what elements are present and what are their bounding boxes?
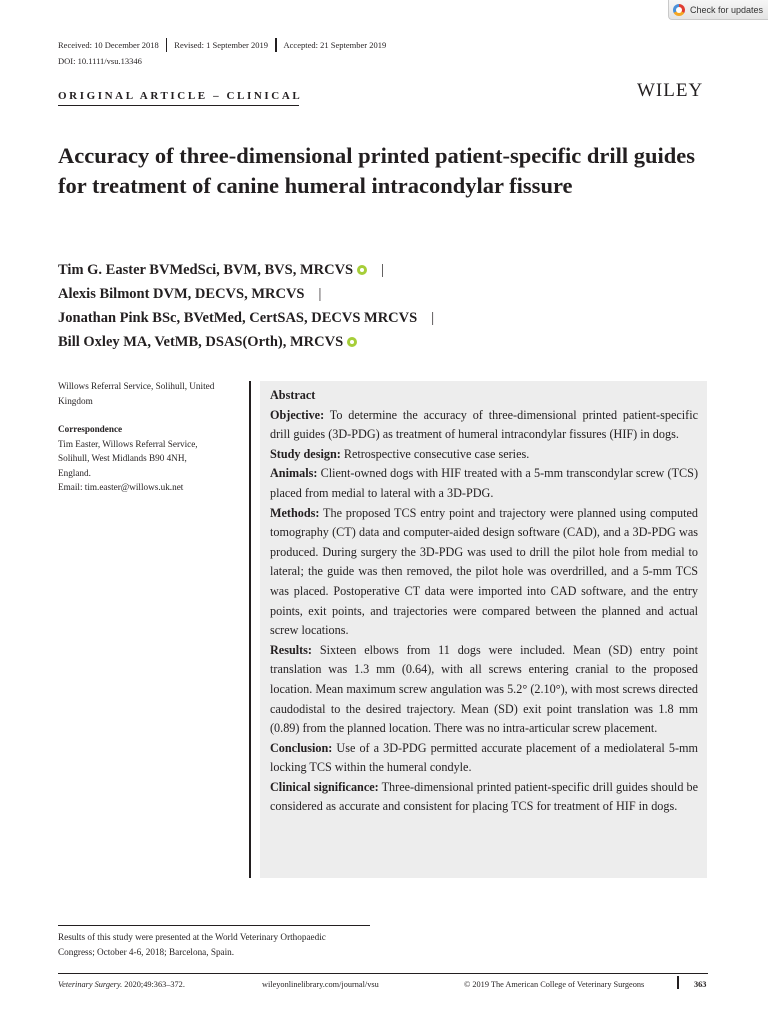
author-name[interactable]: Bill Oxley MA, VetMB, DSAS(Orth), MRCVS bbox=[58, 334, 344, 350]
article-history bbox=[58, 39, 386, 51]
author-separator: | bbox=[381, 262, 385, 278]
abstract-section bbox=[270, 464, 698, 503]
affiliation: Willows Referral Service, Solihull, United Kingdom bbox=[58, 381, 215, 406]
abstract-section-text: The proposed TCS entry point and trajectory were planned using computed tomography (CT) data and computer-aided design software (CAD), and a 3D-PDG was produced. During surgery the 3D-PDG was used to drill the pilot hole from medial to lateral; the guide was then removed, the pilot hole was overdrilled, and a 5-mm TCS was placed. Postoperative CT data were imported into CAD software, and the entry points, exit points, and trajectories were compared between the planned and actual screw locations. bbox=[270, 505, 698, 638]
abstract-section-label: Animals: bbox=[270, 466, 318, 481]
check-for-updates-label: Check for updates bbox=[690, 4, 764, 15]
abstract-section-label: Conclusion: bbox=[270, 740, 333, 755]
abstract-section-label: Objective: bbox=[270, 407, 325, 422]
author-name[interactable]: Tim G. Easter BVMedSci, BVM, BVS, MRCVS bbox=[58, 262, 354, 278]
author-name[interactable]: Alexis Bilmont DVM, DECVS, MRCVS bbox=[58, 286, 305, 302]
abstract-section bbox=[270, 739, 698, 778]
correspondence-line: England. bbox=[58, 467, 91, 478]
correspondence-heading: Correspondence bbox=[58, 424, 123, 434]
abstract-section-label: Results: bbox=[270, 642, 312, 657]
author-line bbox=[58, 282, 434, 306]
author-line bbox=[58, 330, 434, 354]
orcid-icon[interactable] bbox=[347, 337, 357, 347]
footer-journal bbox=[58, 980, 185, 989]
author-line bbox=[58, 258, 434, 282]
abstract-section-text: Retrospective consecutive case series. bbox=[343, 446, 530, 461]
abstract-section-text: Client-owned dogs with HIF treated with a 5-mm transcondylar screw (TCS) placed from medial to lateral with a 3D-PDG. bbox=[270, 466, 699, 500]
correspondence-email[interactable]: Email: tim.easter@willows.uk.net bbox=[58, 482, 184, 493]
author-line bbox=[58, 306, 434, 330]
article-type-underline bbox=[58, 105, 299, 106]
author-separator: | bbox=[318, 286, 322, 302]
accepted-date: Accepted: 21 September 2019 bbox=[283, 40, 387, 50]
correspondence-line: Tim Easter, Willows Referral Service, bbox=[58, 438, 198, 449]
abstract-rule bbox=[249, 381, 251, 878]
correspondence-line: Solihull, West Midlands B90 4NH, bbox=[58, 453, 187, 464]
check-for-updates-badge[interactable] bbox=[668, 0, 768, 20]
author-name[interactable]: Jonathan Pink BSc, BVetMed, CertSAS, DECVS MRCVS bbox=[58, 310, 418, 326]
abstract-section bbox=[270, 504, 698, 641]
abstract-section bbox=[270, 778, 698, 817]
abstract-section-label: Methods: bbox=[270, 505, 320, 520]
footnote: Results of this study were presented at the World Veterinary Orthopaedic Congress; October 4-6, 2018; Barcelona, Spain. bbox=[58, 932, 326, 957]
abstract-section bbox=[270, 406, 698, 445]
publisher-logo[interactable]: WILEY bbox=[637, 80, 704, 101]
footer-separator bbox=[677, 976, 679, 989]
article-title: Accuracy of three-dimensional printed patient-specific drill guides for treatment of canine humeral intracondylar fissure bbox=[58, 143, 696, 198]
abstract-section-text: Use of a 3D-PDG permitted accurate placement of a mediolateral 5-mm locking TCS within the humeral condyle. bbox=[270, 740, 699, 775]
abstract-section-text: Sixteen elbows from 11 dogs were included. Mean (SD) entry point translation was 1.3 mm (0.64), with all screws entering cranial to the proposed location. Mean maximum screw angulation was 5.2° (2.10°), with most screws directed caudodistal to the desired trajectory. Mean (SD) exit point translation was 1.8 mm (0.89) from the planned location. There was no intra-articular screw placement. bbox=[270, 642, 699, 736]
abstract-heading: Abstract bbox=[270, 388, 316, 402]
abstract-section bbox=[270, 445, 698, 465]
received-date: Received: 10 December 2018 bbox=[58, 40, 159, 50]
abstract-section-text: To determine the accuracy of three-dimensional printed patient-specific drill guides (3D-PDG) as treatment of humeral intracondylar fissures (HIF) in dogs. bbox=[270, 407, 698, 442]
history-separator bbox=[275, 38, 277, 52]
footnote-rule bbox=[58, 925, 370, 926]
journal-name: Veterinary Surgery. bbox=[58, 980, 123, 989]
abstract bbox=[260, 381, 707, 878]
abstract-section-text: Three-dimensional printed patient-specific drill guides should be considered as accurate and consistent for placing TCS for treatment of HIF in dogs. bbox=[270, 779, 699, 814]
footer-url[interactable]: wileyonlinelibrary.com/journal/vsu bbox=[262, 980, 379, 989]
page-number: 363 bbox=[694, 980, 707, 989]
abstract-section-label: Study design: bbox=[270, 446, 341, 461]
history-separator bbox=[166, 38, 168, 52]
footer-copyright: © 2019 The American College of Veterinary Surgeons bbox=[464, 980, 645, 989]
author-list bbox=[58, 258, 434, 354]
correspondence bbox=[58, 422, 248, 495]
doi[interactable]: DOI: 10.1111/vsu.13346 bbox=[58, 56, 142, 66]
article-type: ORIGINAL ARTICLE – CLINICAL bbox=[58, 90, 303, 102]
abstract-section bbox=[270, 641, 698, 739]
footer-rule bbox=[58, 973, 708, 974]
orcid-icon[interactable] bbox=[357, 265, 367, 275]
author-separator: | bbox=[431, 310, 435, 326]
abstract-section-label: Clinical significance: bbox=[270, 779, 379, 794]
revised-date: Revised: 1 September 2019 bbox=[174, 40, 269, 50]
journal-citation: 2020;49:363–372. bbox=[122, 980, 185, 989]
check-updates-icon bbox=[673, 4, 685, 16]
